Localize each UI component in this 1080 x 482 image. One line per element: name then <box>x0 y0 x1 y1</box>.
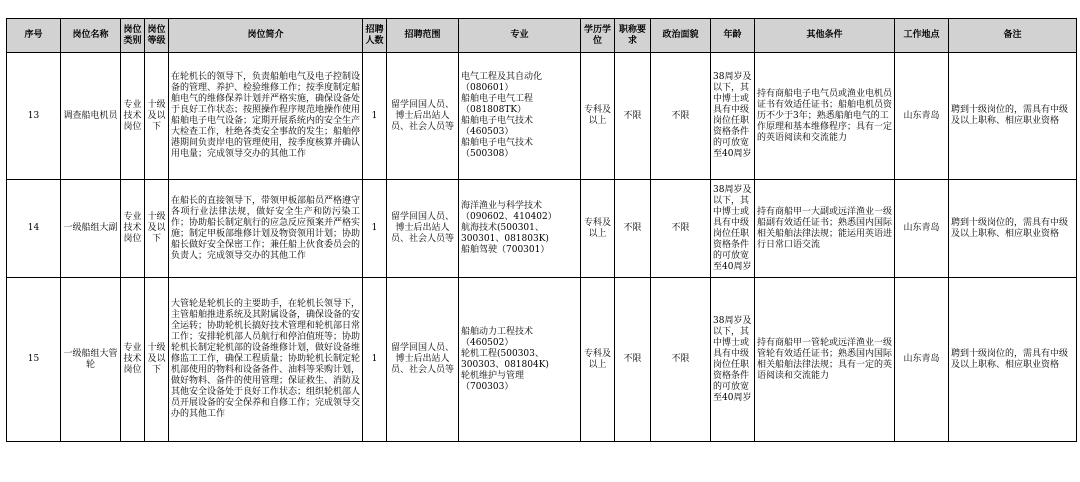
major-line: （080601） <box>461 83 514 93</box>
header-age: 年龄 <box>711 19 755 53</box>
header-political-status: 政治面貌 <box>651 19 711 53</box>
cell-remarks: 聘到十级岗位的，需具有中级及以上职称、相应职业资格 <box>949 53 1077 180</box>
cell-remarks: 聘到十级岗位的，需具有中级及以上职称、相应职业资格 <box>949 180 1077 278</box>
major-line: 船舶驾驶（700301） <box>461 245 550 255</box>
major-line: 船舶电子电气技术 <box>461 138 534 148</box>
cell-major <box>459 180 581 278</box>
job-table-container <box>6 18 1077 442</box>
major-line: （460503） <box>461 127 514 137</box>
cell-age: 38周岁及以下，其中博士或具有中级岗位任职资格条件的可放宽至40周岁 <box>711 180 755 278</box>
header-education: 学历学位 <box>581 19 615 53</box>
cell-position-intro: 在轮机长的领导下，负责船舶电气及电子控制设备的管理、养护、检验维修工作；按季度制定船舶电气的维修保养计划并严格实施，确保设备处于良好工作状态；按照操作程序规范地操作使用船舶电子电气设备；定期开展系统内的安全生产大检查工作，杜绝各类安全事故的发生；船舶停港期间负责岸电的管理使用，按季度核算并确认用电量；完成领导交办的其他工作 <box>169 53 363 180</box>
cell-position-intro: 大管轮是轮机长的主要助手，在轮机长领导下，主管船舶推进系统及其附属设备，确保设备的安全运转；协助轮机长搞好技术管理和轮机部日常工作；安排轮机部人员航行和停泊值班等；协助轮机长制定轮机部的设备维修计划，做好设备维修监工工作，确保工程质量；协助轮机长制定轮机部使用的物料和设备备件、油料等采购计划，做好物料、备件的使用管理；保证救生、消防及其他安全设备处于良好工作状态；组织轮机部人员开展设备的安全保养和自修工作；完成领导交办的其他工作 <box>169 278 363 442</box>
major-line: 航海技术(500301、300301、081803K) <box>461 223 549 244</box>
cell-position-name: 一级船组大副 <box>61 180 121 278</box>
cell-other-conditions: 持有商船甲一大副或远洋渔业一级船副有效适任证书；熟悉国内国际相关船舶法律法规；能运用英语进行日常口语交流 <box>755 180 895 278</box>
cell-education: 专科及以上 <box>581 53 615 180</box>
major-line: 海洋渔业与科学技术 <box>461 201 543 211</box>
header-position-name: 岗位名称 <box>61 19 121 53</box>
cell-title-requirement: 不限 <box>615 53 651 180</box>
table-row <box>7 53 1077 180</box>
cell-major <box>459 278 581 442</box>
header-row <box>7 19 1077 53</box>
cell-recruit-scope: 留学回国人员、博士后出站人员、社会人员等 <box>387 53 459 180</box>
cell-work-location: 山东青岛 <box>895 180 949 278</box>
cell-major <box>459 53 581 180</box>
cell-seq: 14 <box>7 180 61 278</box>
header-major: 专业 <box>459 19 581 53</box>
header-seq: 序号 <box>7 19 61 53</box>
cell-recruit-scope: 留学回国人员、博士后出站人员、社会人员等 <box>387 180 459 278</box>
header-position-type: 岗位类别 <box>121 19 145 53</box>
header-recruit-count: 招聘人数 <box>363 19 387 53</box>
major-line: （090602、410402） <box>461 212 557 222</box>
cell-recruit-scope: 留学回国人员、博士后出站人员、社会人员等 <box>387 278 459 442</box>
cell-recruit-count: 1 <box>363 53 387 180</box>
cell-recruit-count: 1 <box>363 278 387 442</box>
header-position-intro: 岗位简介 <box>169 19 363 53</box>
header-other-conditions: 其他条件 <box>755 19 895 53</box>
cell-seq: 13 <box>7 53 61 180</box>
cell-position-name: 调查船电机员 <box>61 53 121 180</box>
cell-position-name: 一级船组大管轮 <box>61 278 121 442</box>
cell-political-status: 不限 <box>651 53 711 180</box>
cell-title-requirement: 不限 <box>615 180 651 278</box>
major-line: （460502） <box>461 337 514 348</box>
major-line: 船舶动力工程技术 <box>461 326 534 337</box>
table-row <box>7 180 1077 278</box>
major-line: 轮机维护与管理 <box>461 370 525 381</box>
cell-title-requirement: 不限 <box>615 278 651 442</box>
major-line: （500308） <box>461 149 514 159</box>
cell-remarks: 聘到十级岗位的，需具有中级及以上职称、相应职业资格 <box>949 278 1077 442</box>
header-title-requirement: 职称要求 <box>615 19 651 53</box>
cell-position-level: 十级及以下 <box>145 278 169 442</box>
job-table <box>6 18 1077 442</box>
cell-political-status: 不限 <box>651 278 711 442</box>
cell-age: 38周岁及以下，其中博士或具有中级岗位任职资格条件的可放宽至40周岁 <box>711 278 755 442</box>
cell-political-status: 不限 <box>651 180 711 278</box>
cell-age: 38周岁及以下，其中博士或具有中级岗位任职资格条件的可放宽至40周岁 <box>711 53 755 180</box>
cell-education: 专科及以上 <box>581 180 615 278</box>
cell-other-conditions: 持有商船电子电气员或渔业电机员证书有效适任证书；船舶电机员资历不少于3年；熟悉船舶电气的工作原理和基本维修程序；具有一定的英语阅读和交流能力 <box>755 53 895 180</box>
cell-position-intro: 在船长的直接领导下，带领甲板部船员严格遵守各项行业法律法规，做好安全生产和防污染工作；协助船长制定航行的应急反应预案并严格实施；制定甲板部维修计划及物资领用计划；协助船长做好安全保密工作；兼任船上伙食委员会的负责人；完成领导交办的其他工作 <box>169 180 363 278</box>
header-recruit-scope: 招聘范围 <box>387 19 459 53</box>
major-line: 船舶电子电气技术 <box>461 116 534 126</box>
cell-position-level: 十级及以下 <box>145 180 169 278</box>
cell-work-location: 山东青岛 <box>895 278 949 442</box>
cell-education: 专科及以上 <box>581 278 615 442</box>
cell-position-type: 专业技术岗位 <box>121 278 145 442</box>
header-work-location: 工作地点 <box>895 19 949 53</box>
table-row <box>7 278 1077 442</box>
major-line: （081808TK） <box>461 105 527 115</box>
major-line: 船舶电子电气工程 <box>461 94 534 104</box>
cell-work-location: 山东青岛 <box>895 53 949 180</box>
major-line: （700303） <box>461 381 514 392</box>
major-line: 电气工程及其自动化 <box>461 72 543 82</box>
cell-position-type: 专业技术岗位 <box>121 53 145 180</box>
header-position-level: 岗位等级 <box>145 19 169 53</box>
cell-other-conditions: 持有商船甲一管轮或远洋渔业一级管轮有效适任证书；熟悉国内国际相关船舶法律法规；具有一定的英语阅读和交流能力 <box>755 278 895 442</box>
cell-position-level: 十级及以下 <box>145 53 169 180</box>
cell-recruit-count: 1 <box>363 180 387 278</box>
header-remarks: 备注 <box>949 19 1077 53</box>
cell-position-type: 专业技术岗位 <box>121 180 145 278</box>
cell-seq: 15 <box>7 278 61 442</box>
major-line: 轮机工程(500303、300303、081804K) <box>461 348 549 370</box>
